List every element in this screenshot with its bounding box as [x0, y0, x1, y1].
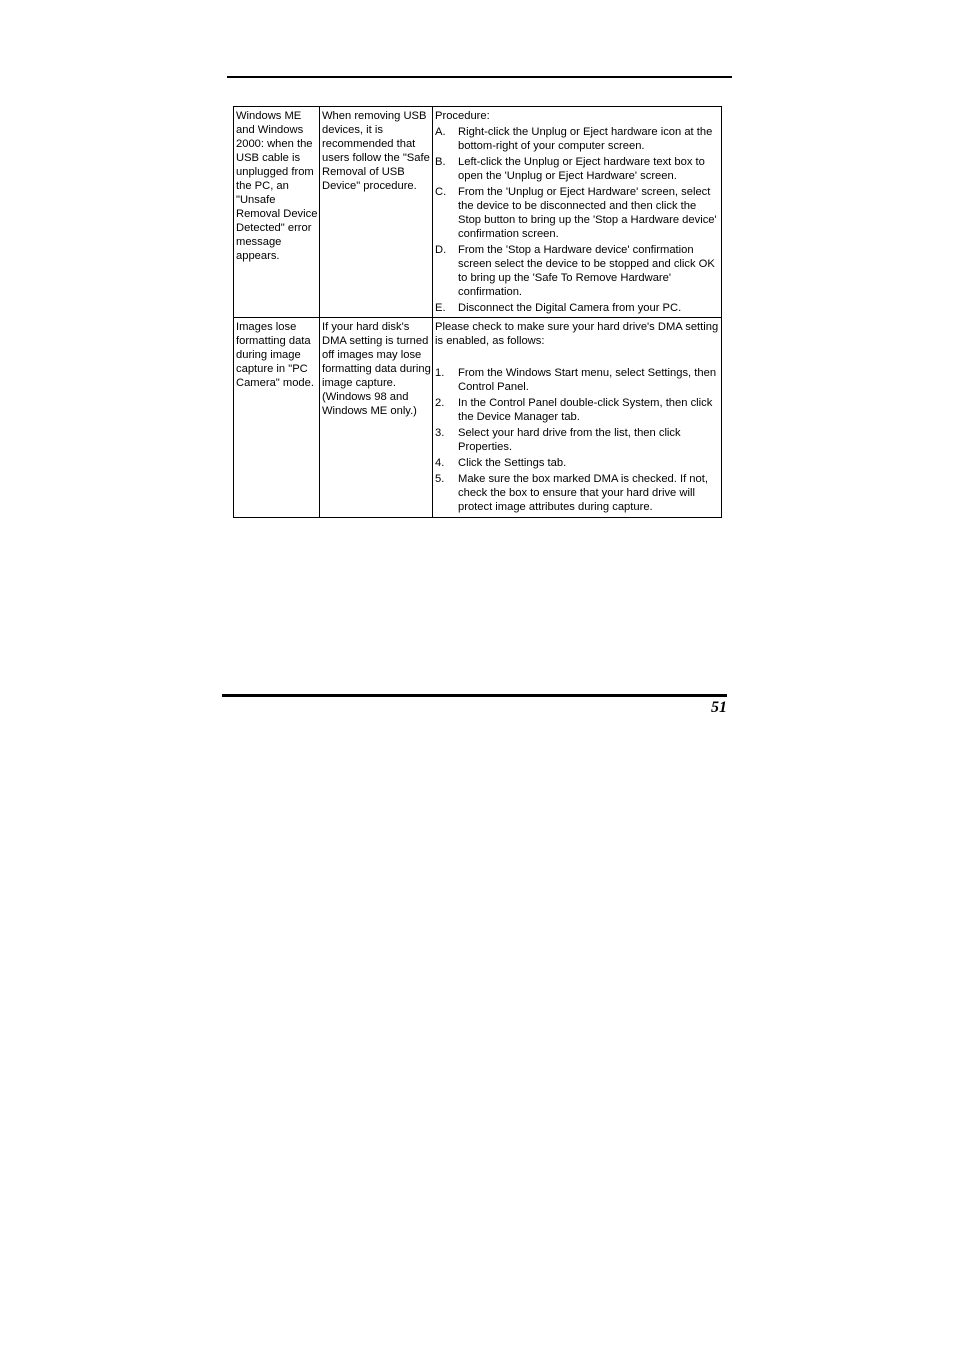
table-row [234, 107, 722, 318]
problem-text: Images lose formatting data during image capture in "PC Camera" mode. [236, 321, 314, 389]
list-item [435, 125, 720, 153]
step-text: From the 'Unplug or Eject Hardware' screen, select the device to be disconnected and then click the Stop button to bring up the 'Stop a Hardware device' confirmation screen. [458, 186, 717, 240]
step-text: Select your hard drive from the list, then click Properties. [458, 427, 681, 453]
step-marker: A. [435, 126, 446, 138]
step-text: Right-click the Unplug or Eject hardware icon at the bottom-right of your computer screen. [458, 126, 713, 152]
step-marker: 3. [435, 427, 445, 439]
solution-cell [433, 107, 722, 318]
step-marker: 5. [435, 473, 445, 485]
step-marker: D. [435, 244, 447, 256]
step-text: Left-click the Unplug or Eject hardware text box to open the 'Unplug or Eject Hardware' screen. [458, 156, 705, 182]
step-marker: B. [435, 156, 446, 168]
list-item [435, 396, 720, 424]
problem-text: Windows ME and Windows 2000: when the USB cable is unplugged from the PC, an "Unsafe Removal Device Detected" error message appears. [236, 110, 318, 262]
step-text: Make sure the box marked DMA is checked. If not, check the box to ensure that your hard drive will protect image attributes during capture. [458, 473, 708, 513]
list-item [435, 366, 720, 394]
step-text: From the Windows Start menu, select Settings, then Control Panel. [458, 367, 717, 393]
step-marker: E. [435, 302, 446, 314]
step-marker: C. [435, 186, 447, 198]
problem-cell [234, 318, 320, 518]
footer-rule [222, 694, 727, 697]
step-text: From the 'Stop a Hardware device' confirmation screen select the device to be stopped and click OK to bring up the 'Safe To Remove Hardware' confirmation. [458, 244, 715, 298]
list-item [435, 185, 720, 241]
step-marker: 4. [435, 457, 445, 469]
cause-text: When removing USB devices, it is recommended that users follow the "Safe Removal of USB Device" procedure. [322, 110, 430, 192]
list-item [435, 155, 720, 183]
step-text: In the Control Panel double-click System, then click the Device Manager tab. [458, 397, 713, 423]
solution-steps [435, 366, 720, 514]
list-item [435, 426, 720, 454]
table-row [234, 318, 722, 518]
list-item [435, 472, 720, 514]
step-marker: 2. [435, 397, 445, 409]
solution-steps [435, 125, 720, 315]
troubleshooting-table [233, 106, 722, 518]
step-marker: 1. [435, 367, 445, 379]
list-item [435, 301, 720, 315]
header-rule [227, 76, 732, 78]
solution-intro: Procedure: [435, 110, 490, 122]
page-number: 51 [711, 699, 727, 716]
solution-intro: Please check to make sure your hard drive's DMA setting is enabled, as follows: [435, 321, 719, 347]
cause-cell [320, 318, 433, 518]
cause-cell [320, 107, 433, 318]
list-item [435, 456, 720, 470]
cause-text: If your hard disk's DMA setting is turned off images may lose formatting data during image capture. (Windows 98 and Windows ME only.) [322, 321, 431, 417]
step-text: Disconnect the Digital Camera from your PC. [458, 302, 682, 314]
list-item [435, 243, 720, 299]
step-text: Click the Settings tab. [458, 457, 567, 469]
solution-cell [433, 318, 722, 518]
problem-cell [234, 107, 320, 318]
